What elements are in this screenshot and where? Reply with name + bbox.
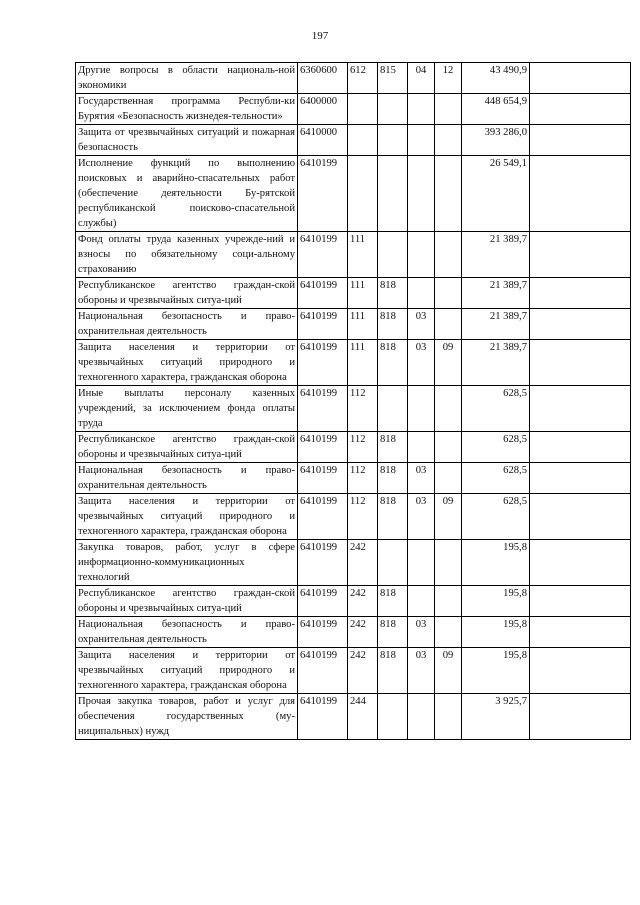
administrator-code-cell: 818	[378, 617, 408, 648]
item-name-cell: Закупка товаров, работ, услуг в сфере информационно-коммуникационных технологий	[76, 540, 298, 586]
item-name-cell: Защита населения и территории от чрезвычайных ситуаций природного и техногенного характера, гражданская оборона	[76, 494, 298, 540]
section-code-cell	[408, 586, 435, 617]
subsection-code-cell	[435, 617, 462, 648]
section-code-cell	[408, 94, 435, 125]
subsection-code-cell: 12	[435, 63, 462, 94]
subsection-code-cell	[435, 386, 462, 432]
section-code-cell	[408, 125, 435, 156]
table-row	[76, 340, 631, 386]
expense-type-code-cell: 111	[348, 340, 378, 386]
administrator-code-cell	[378, 125, 408, 156]
section-code-cell	[408, 432, 435, 463]
administrator-code-cell: 818	[378, 432, 408, 463]
expense-type-code-cell	[348, 156, 378, 232]
expense-type-code-cell: 242	[348, 648, 378, 694]
amount-cell: 26 549,1	[462, 156, 530, 232]
subsection-code-cell: 09	[435, 340, 462, 386]
table-row	[76, 540, 631, 586]
subsection-code-cell	[435, 463, 462, 494]
target-article-code-cell: 6410199	[298, 232, 348, 278]
item-name-cell: Республиканское агентство граждан-ской обороны и чрезвычайных ситуа-ций	[76, 586, 298, 617]
budget-table	[75, 62, 631, 740]
administrator-code-cell: 818	[378, 586, 408, 617]
expense-type-code-cell: 112	[348, 463, 378, 494]
empty-cell	[530, 156, 631, 232]
target-article-code-cell: 6410199	[298, 309, 348, 340]
empty-cell	[530, 586, 631, 617]
table-row	[76, 432, 631, 463]
amount-cell: 448 654,9	[462, 94, 530, 125]
empty-cell	[530, 278, 631, 309]
administrator-code-cell	[378, 156, 408, 232]
amount-cell: 21 389,7	[462, 278, 530, 309]
section-code-cell: 04	[408, 63, 435, 94]
amount-cell: 21 389,7	[462, 309, 530, 340]
item-name-cell: Защита населения и территории от чрезвычайных ситуаций природного и техногенного характера, гражданская оборона	[76, 648, 298, 694]
subsection-code-cell	[435, 156, 462, 232]
empty-cell	[530, 340, 631, 386]
amount-cell: 195,8	[462, 540, 530, 586]
target-article-code-cell: 6410199	[298, 432, 348, 463]
table-row	[76, 232, 631, 278]
table-row	[76, 63, 631, 94]
table-row	[76, 694, 631, 740]
item-name-cell: Фонд оплаты труда казенных учрежде-ний и взносы по обязательному соци-альному страхованию	[76, 232, 298, 278]
target-article-code-cell: 6410199	[298, 386, 348, 432]
target-article-code-cell: 6410000	[298, 125, 348, 156]
administrator-code-cell: 818	[378, 463, 408, 494]
table-row	[76, 463, 631, 494]
target-article-code-cell: 6410199	[298, 694, 348, 740]
expense-type-code-cell: 242	[348, 540, 378, 586]
amount-cell: 628,5	[462, 494, 530, 540]
expense-type-code-cell: 244	[348, 694, 378, 740]
administrator-code-cell: 815	[378, 63, 408, 94]
section-code-cell	[408, 540, 435, 586]
target-article-code-cell: 6410199	[298, 617, 348, 648]
section-code-cell: 03	[408, 340, 435, 386]
target-article-code-cell: 6410199	[298, 648, 348, 694]
empty-cell	[530, 63, 631, 94]
empty-cell	[530, 386, 631, 432]
subsection-code-cell	[435, 540, 462, 586]
item-name-cell: Республиканское агентство граждан-ской обороны и чрезвычайных ситуа-ций	[76, 432, 298, 463]
subsection-code-cell	[435, 232, 462, 278]
item-name-cell: Прочая закупка товаров, работ и услуг для обеспечения государственных (му-ниципальных) нужд	[76, 694, 298, 740]
table-row	[76, 386, 631, 432]
table-row	[76, 94, 631, 125]
table-row	[76, 309, 631, 340]
expense-type-code-cell: 112	[348, 386, 378, 432]
item-name-cell: Национальная безопасность и право-охранительная деятельность	[76, 309, 298, 340]
page-number: 197	[311, 30, 329, 42]
item-name-cell: Защита населения и территории от чрезвычайных ситуаций природного и техногенного характера, гражданская оборона	[76, 340, 298, 386]
table-row	[76, 125, 631, 156]
subsection-code-cell	[435, 278, 462, 309]
administrator-code-cell	[378, 232, 408, 278]
item-name-cell: Исполнение функций по выполнению поисковых и аварийно-спасательных работ (обеспечение деятельности Бу-рятской республиканской поисково-спасательной службы)	[76, 156, 298, 232]
administrator-code-cell: 818	[378, 278, 408, 309]
section-code-cell	[408, 694, 435, 740]
budget-table-body	[76, 63, 631, 740]
subsection-code-cell: 09	[435, 648, 462, 694]
amount-cell: 628,5	[462, 386, 530, 432]
expense-type-code-cell: 612	[348, 63, 378, 94]
empty-cell	[530, 94, 631, 125]
amount-cell: 195,8	[462, 648, 530, 694]
target-article-code-cell: 6410199	[298, 463, 348, 494]
amount-cell: 195,8	[462, 617, 530, 648]
administrator-code-cell	[378, 694, 408, 740]
amount-cell: 21 389,7	[462, 232, 530, 278]
expense-type-code-cell: 112	[348, 432, 378, 463]
expense-type-code-cell: 111	[348, 232, 378, 278]
empty-cell	[530, 432, 631, 463]
empty-cell	[530, 617, 631, 648]
empty-cell	[530, 125, 631, 156]
section-code-cell: 03	[408, 617, 435, 648]
table-row	[76, 617, 631, 648]
target-article-code-cell: 6410199	[298, 340, 348, 386]
expense-type-code-cell: 242	[348, 617, 378, 648]
amount-cell: 21 389,7	[462, 340, 530, 386]
administrator-code-cell: 818	[378, 494, 408, 540]
empty-cell	[530, 463, 631, 494]
amount-cell: 628,5	[462, 432, 530, 463]
item-name-cell: Другие вопросы в области националь-ной экономики	[76, 63, 298, 94]
target-article-code-cell: 6400000	[298, 94, 348, 125]
subsection-code-cell	[435, 309, 462, 340]
target-article-code-cell: 6410199	[298, 278, 348, 309]
item-name-cell: Защита от чрезвычайных ситуаций и пожарная безопасность	[76, 125, 298, 156]
section-code-cell	[408, 278, 435, 309]
amount-cell: 393 286,0	[462, 125, 530, 156]
subsection-code-cell	[435, 125, 462, 156]
expense-type-code-cell: 111	[348, 278, 378, 309]
table-row	[76, 586, 631, 617]
expense-type-code-cell: 111	[348, 309, 378, 340]
subsection-code-cell	[435, 432, 462, 463]
table-row	[76, 278, 631, 309]
empty-cell	[530, 540, 631, 586]
amount-cell: 3 925,7	[462, 694, 530, 740]
section-code-cell	[408, 386, 435, 432]
empty-cell	[530, 309, 631, 340]
item-name-cell: Государственная программа Республи-ки Бурятия «Безопасность жизнедея-тельности»	[76, 94, 298, 125]
section-code-cell: 03	[408, 309, 435, 340]
administrator-code-cell: 818	[378, 340, 408, 386]
target-article-code-cell: 6410199	[298, 540, 348, 586]
empty-cell	[530, 232, 631, 278]
administrator-code-cell: 818	[378, 648, 408, 694]
section-code-cell: 03	[408, 463, 435, 494]
item-name-cell: Национальная безопасность и право-охранительная деятельность	[76, 617, 298, 648]
expense-type-code-cell: 112	[348, 494, 378, 540]
expense-type-code-cell	[348, 94, 378, 125]
empty-cell	[530, 648, 631, 694]
section-code-cell	[408, 232, 435, 278]
table-row	[76, 494, 631, 540]
subsection-code-cell	[435, 586, 462, 617]
administrator-code-cell	[378, 94, 408, 125]
expense-type-code-cell: 242	[348, 586, 378, 617]
administrator-code-cell: 818	[378, 309, 408, 340]
item-name-cell: Национальная безопасность и право-охранительная деятельность	[76, 463, 298, 494]
table-row	[76, 156, 631, 232]
target-article-code-cell: 6410199	[298, 156, 348, 232]
section-code-cell: 03	[408, 648, 435, 694]
administrator-code-cell	[378, 386, 408, 432]
amount-cell: 195,8	[462, 586, 530, 617]
expense-type-code-cell	[348, 125, 378, 156]
target-article-code-cell: 6410199	[298, 494, 348, 540]
section-code-cell: 03	[408, 494, 435, 540]
subsection-code-cell	[435, 94, 462, 125]
item-name-cell: Республиканское агентство граждан-ской обороны и чрезвычайных ситуа-ций	[76, 278, 298, 309]
target-article-code-cell: 6410199	[298, 586, 348, 617]
subsection-code-cell	[435, 694, 462, 740]
empty-cell	[530, 694, 631, 740]
subsection-code-cell: 09	[435, 494, 462, 540]
target-article-code-cell: 6360600	[298, 63, 348, 94]
section-code-cell	[408, 156, 435, 232]
administrator-code-cell	[378, 540, 408, 586]
empty-cell	[530, 494, 631, 540]
amount-cell: 628,5	[462, 463, 530, 494]
amount-cell: 43 490,9	[462, 63, 530, 94]
table-row	[76, 648, 631, 694]
item-name-cell: Иные выплаты персоналу казенных учреждений, за исключением фонда оплаты труда	[76, 386, 298, 432]
